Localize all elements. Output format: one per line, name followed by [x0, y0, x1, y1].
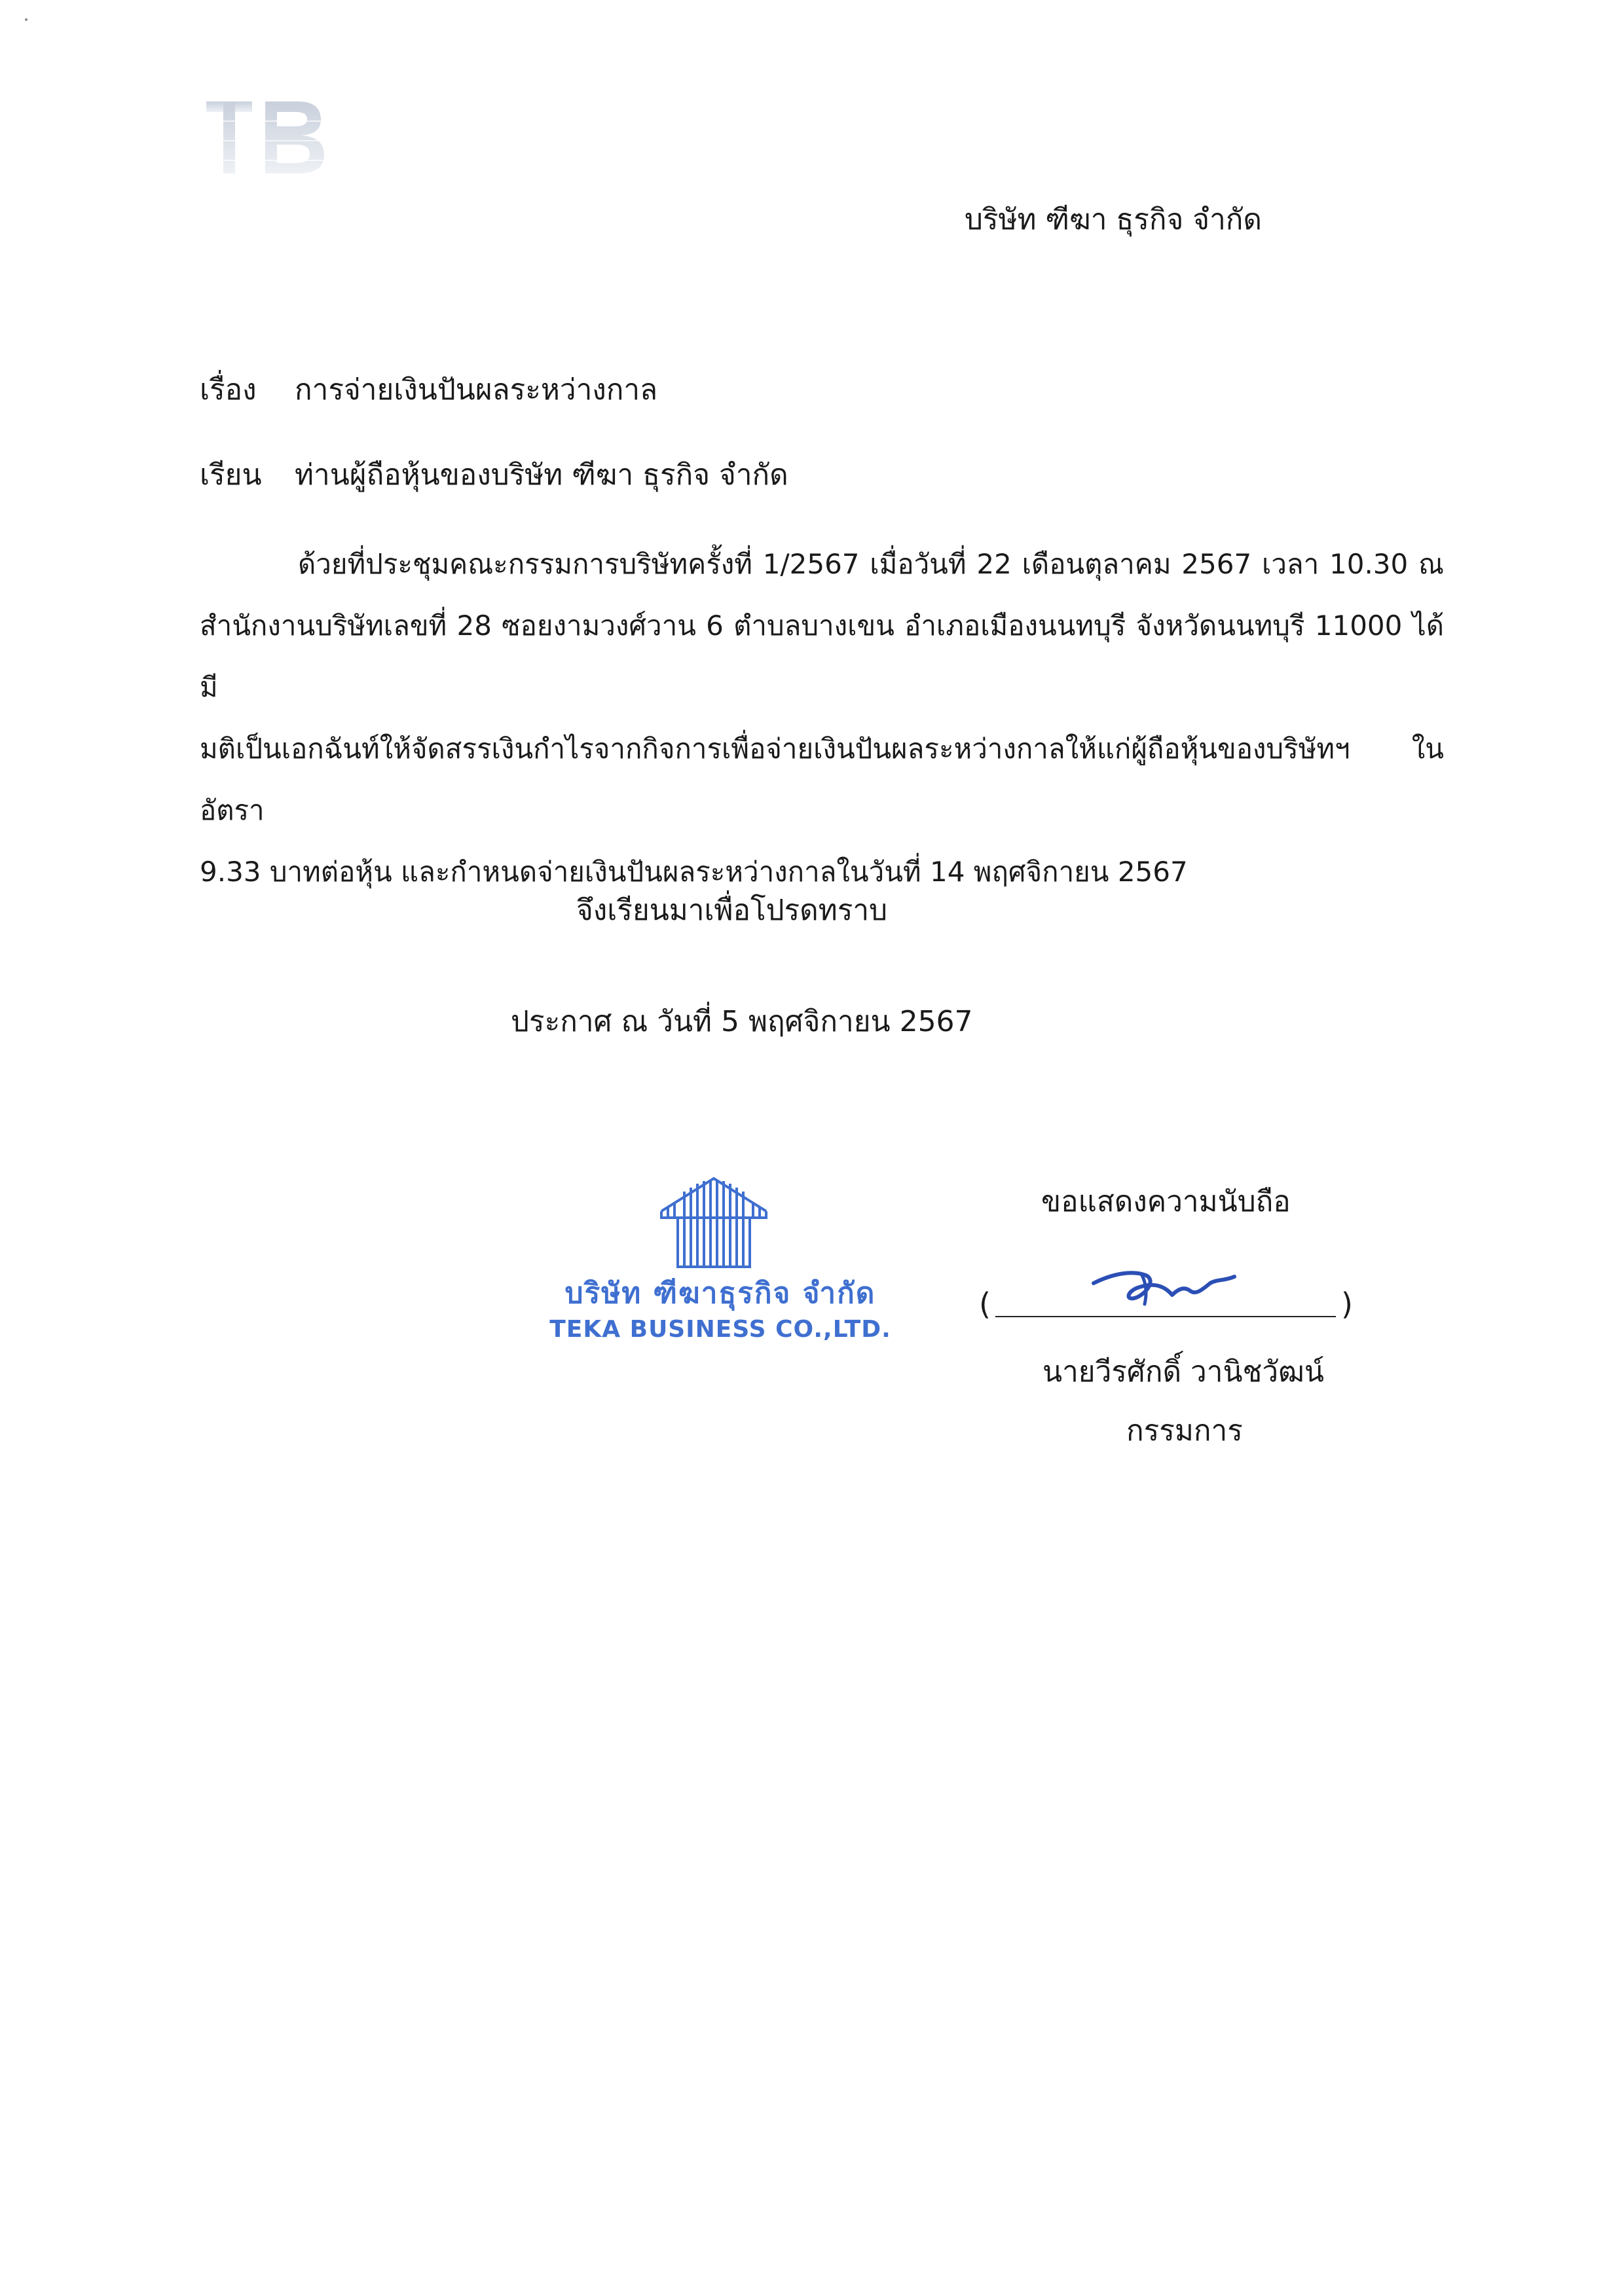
recipient-label: เรียน: [200, 458, 262, 492]
recipient-text: ท่านผู้ถือหุ้นของบริษัท ฑีฆา ธุรกิจ จำกัด: [295, 458, 788, 492]
body-paragraph: [200, 534, 1444, 903]
body-line: ด้วยที่ประชุมคณะกรรมการบริษัทครั้งที่ 1/2567 เมื่อวันที่ 22 เดือนตุลาคม 2567 เวลา 10.30 ณ: [298, 548, 1444, 580]
open-paren: (: [979, 1286, 991, 1322]
tb-logo-icon: [200, 95, 331, 180]
closing-text: จึงเรียนมาเพื่อโปรดทราบ: [576, 894, 888, 927]
signature-line: [995, 1316, 1336, 1317]
handwritten-signature: [1074, 1244, 1244, 1322]
stamp-english-name: TEKA BUSINESS CO.,LTD.: [549, 1316, 891, 1343]
body-line: สำนักงานบริษัทเลขที่ 28 ซอยงามวงศ์วาน 6 ตำบลบางเขน อำเภอเมืองนนทบุรี จังหวัดนนทบุรี 11000 ได้มี: [200, 610, 1444, 703]
announcement-date: ประกาศ ณ วันที่ 5 พฤศจิกายน 2567: [511, 1005, 973, 1038]
stamp-thai-name: บริษัท ฑีฆาธุรกิจ จำกัด: [564, 1277, 876, 1310]
signer-position: กรรมการ: [1126, 1414, 1243, 1448]
body-line: มติเป็นเอกฉันท์ให้จัดสรรเงินกำไรจากกิจการเพื่อจ่ายเงินปันผลระหว่างกาลให้แก่ผู้ถือหุ้นของบริษัทฯ ในอัตรา: [200, 733, 1444, 826]
close-paren: ): [1341, 1286, 1353, 1322]
regards-text: ขอแสดงความนับถือ: [1041, 1185, 1291, 1218]
scan-speck: [25, 18, 28, 21]
company-stamp: [524, 1172, 917, 1368]
company-header: บริษัท ฑีฆา ธุรกิจ จำกัด: [964, 203, 1262, 236]
subject-label: เรื่อง: [200, 373, 257, 407]
subject-text: การจ่ายเงินปันผลระหว่างกาล: [295, 373, 658, 407]
signer-name: นายวีรศักดิ์ วานิชวัฒน์: [1043, 1355, 1324, 1389]
house-icon: [648, 1172, 779, 1270]
body-line: 9.33 บาทต่อหุ้น และกำหนดจ่ายเงินปันผลระหว่างกาลในวันที่ 14 พฤศจิกายน 2567: [200, 856, 1188, 888]
